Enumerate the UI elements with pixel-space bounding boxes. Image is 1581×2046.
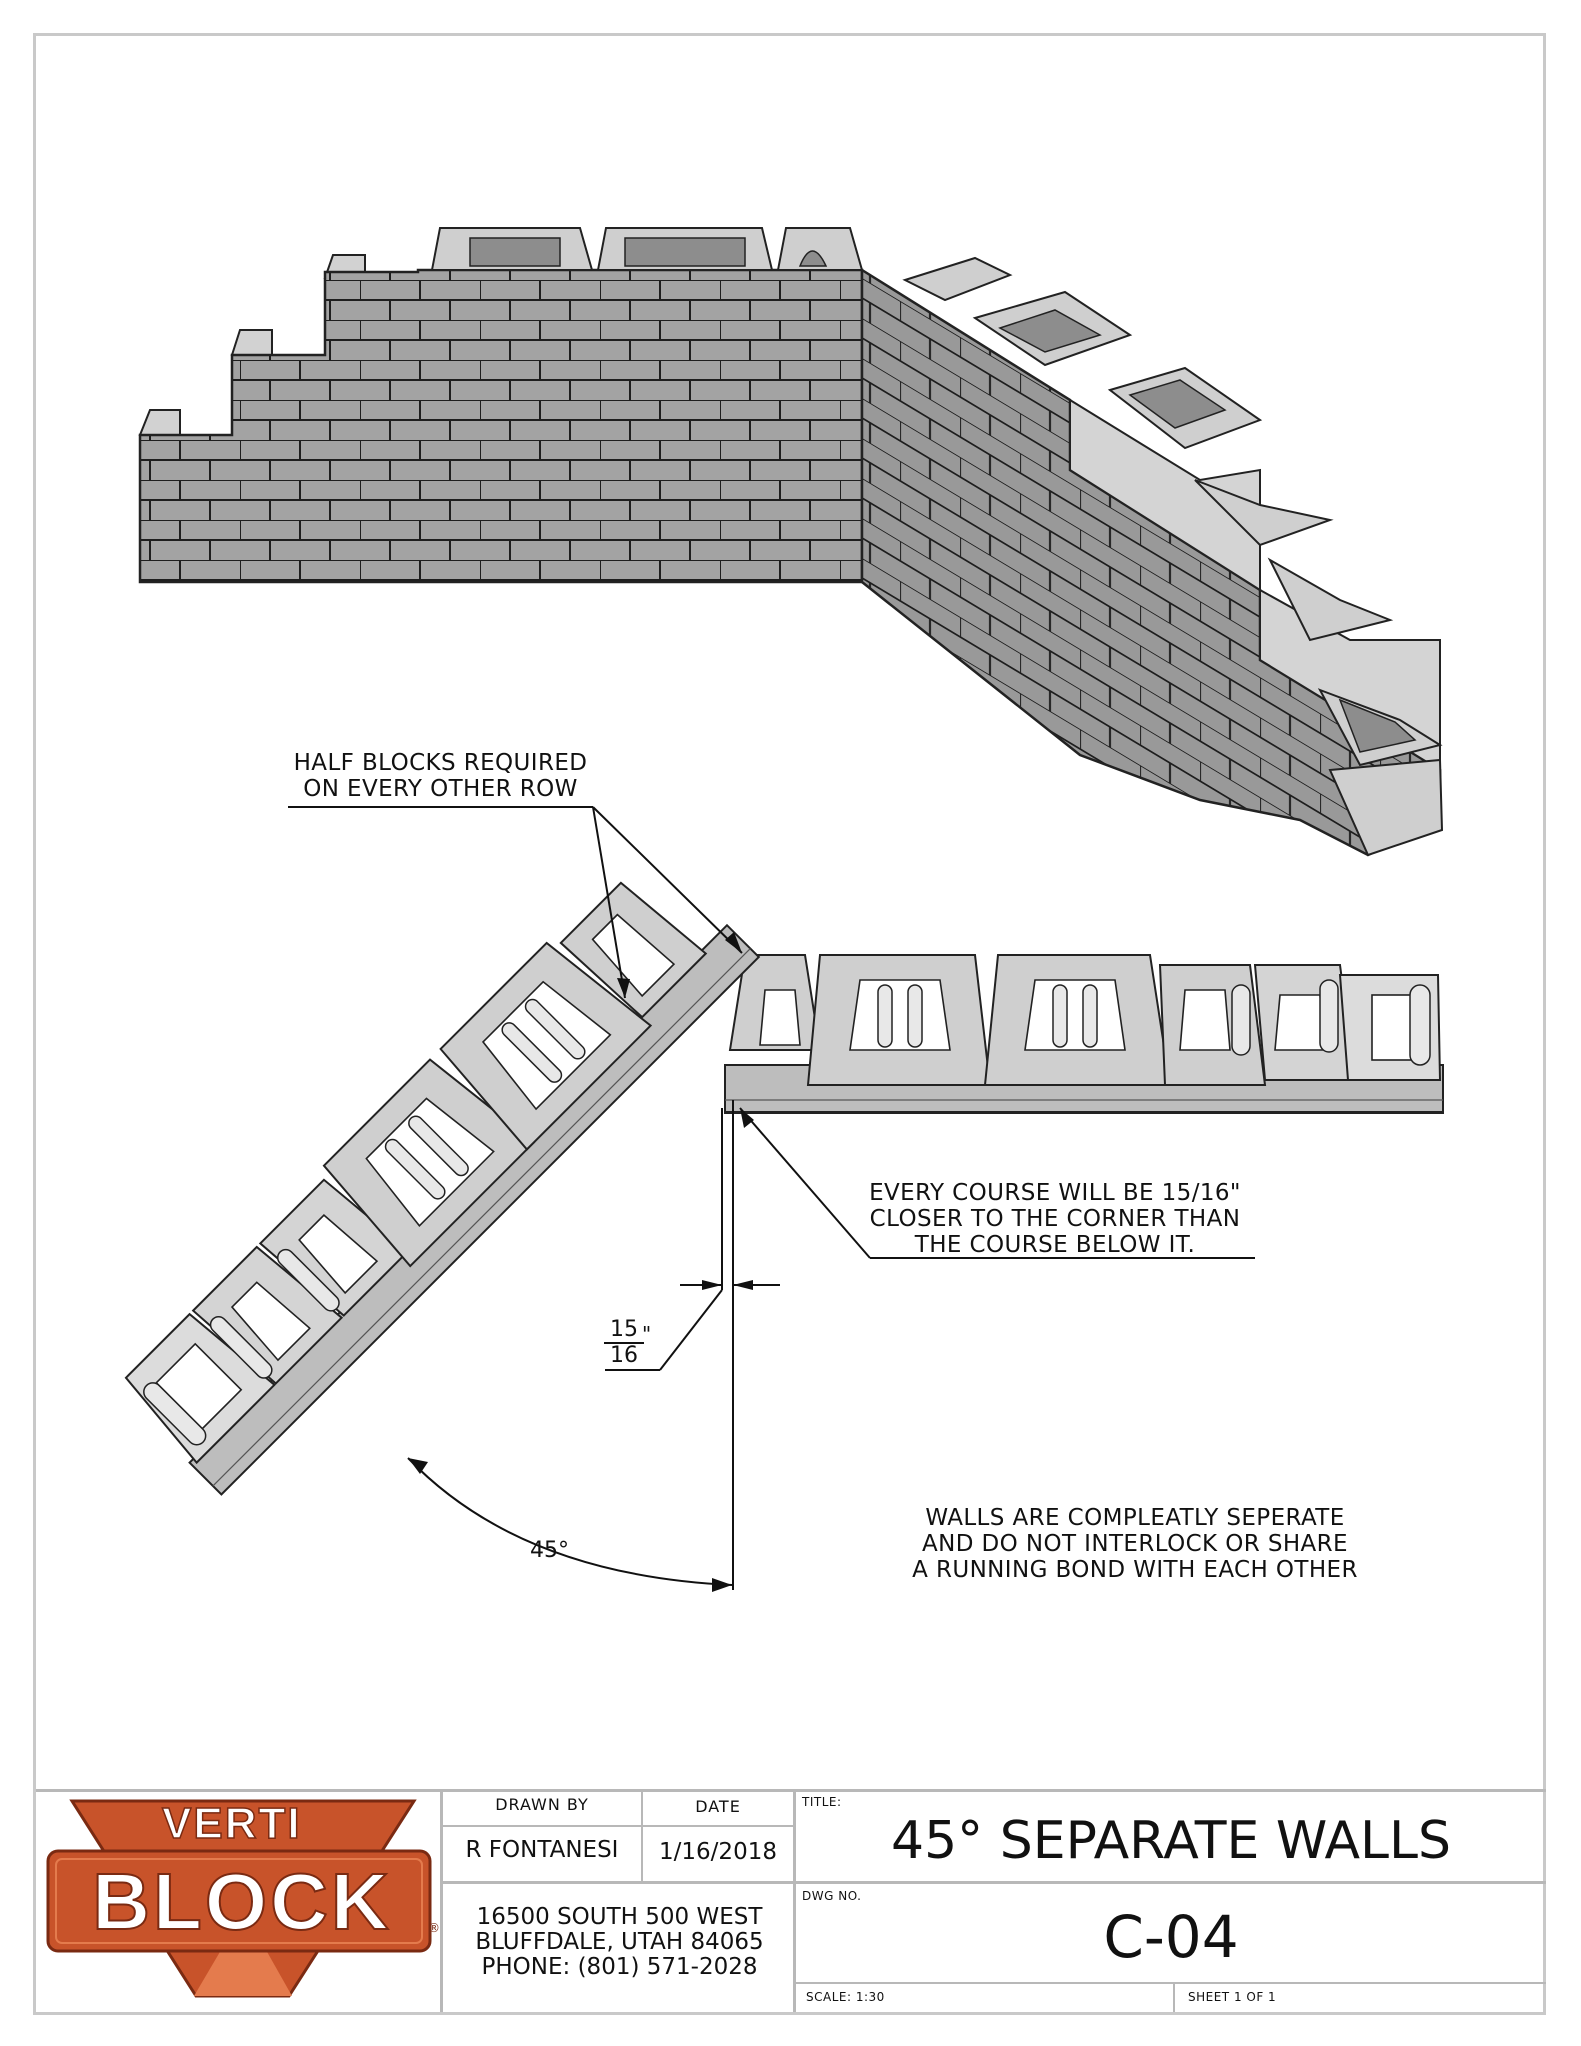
dimension-fraction xyxy=(604,1318,644,1368)
angle-label: 45° xyxy=(530,1538,569,1563)
company-address: 16500 SOUTH 500 WEST BLUFFDALE, UTAH 84065 PHONE: (801) 571-2028 xyxy=(475,1904,764,1980)
fraction-denominator: 16 xyxy=(610,1343,638,1368)
dwg-no-label: DWG NO. xyxy=(802,1889,862,1903)
date-value: 1/16/2018 xyxy=(659,1839,777,1865)
title-block xyxy=(36,1789,1546,2012)
inch-mark: " xyxy=(642,1322,652,1346)
drawn-by-label: DRAWN BY xyxy=(495,1795,589,1814)
scale: SCALE: 1:30 xyxy=(806,1990,885,2004)
vertiblock-logo xyxy=(44,1791,440,2012)
note-every-course: EVERY COURSE WILL BE 15/16" CLOSER TO THE CORNER THAN THE COURSE BELOW IT. xyxy=(869,1180,1241,1258)
drawing-number: C-04 xyxy=(1103,1903,1239,1971)
plan-left-wall xyxy=(108,844,759,1495)
right-wall-face xyxy=(862,258,1442,855)
drawn-by-value: R FONTANESI xyxy=(465,1837,619,1863)
logo-registered: ® xyxy=(428,1921,440,1935)
logo-main-word: BLOCK xyxy=(92,1857,392,1946)
drawing-title: 45° SEPARATE WALLS xyxy=(891,1811,1451,1871)
logo-top-word: VERTI xyxy=(162,1799,302,1848)
note-half-blocks: HALF BLOCKS REQUIRED ON EVERY OTHER ROW xyxy=(293,750,588,802)
date-label: DATE xyxy=(695,1797,741,1816)
fraction-numerator: 15 xyxy=(604,1318,644,1344)
note-walls-separate: WALLS ARE COMPLEATLY SEPERATE AND DO NOT INTERLOCK OR SHARE A RUNNING BOND WITH EACH OTHER xyxy=(912,1505,1358,1583)
sheet-number: SHEET 1 OF 1 xyxy=(1188,1990,1277,2004)
plan-right-wall xyxy=(725,955,1443,1113)
title-label: TITLE: xyxy=(802,1795,842,1809)
left-wall-face xyxy=(140,228,862,582)
